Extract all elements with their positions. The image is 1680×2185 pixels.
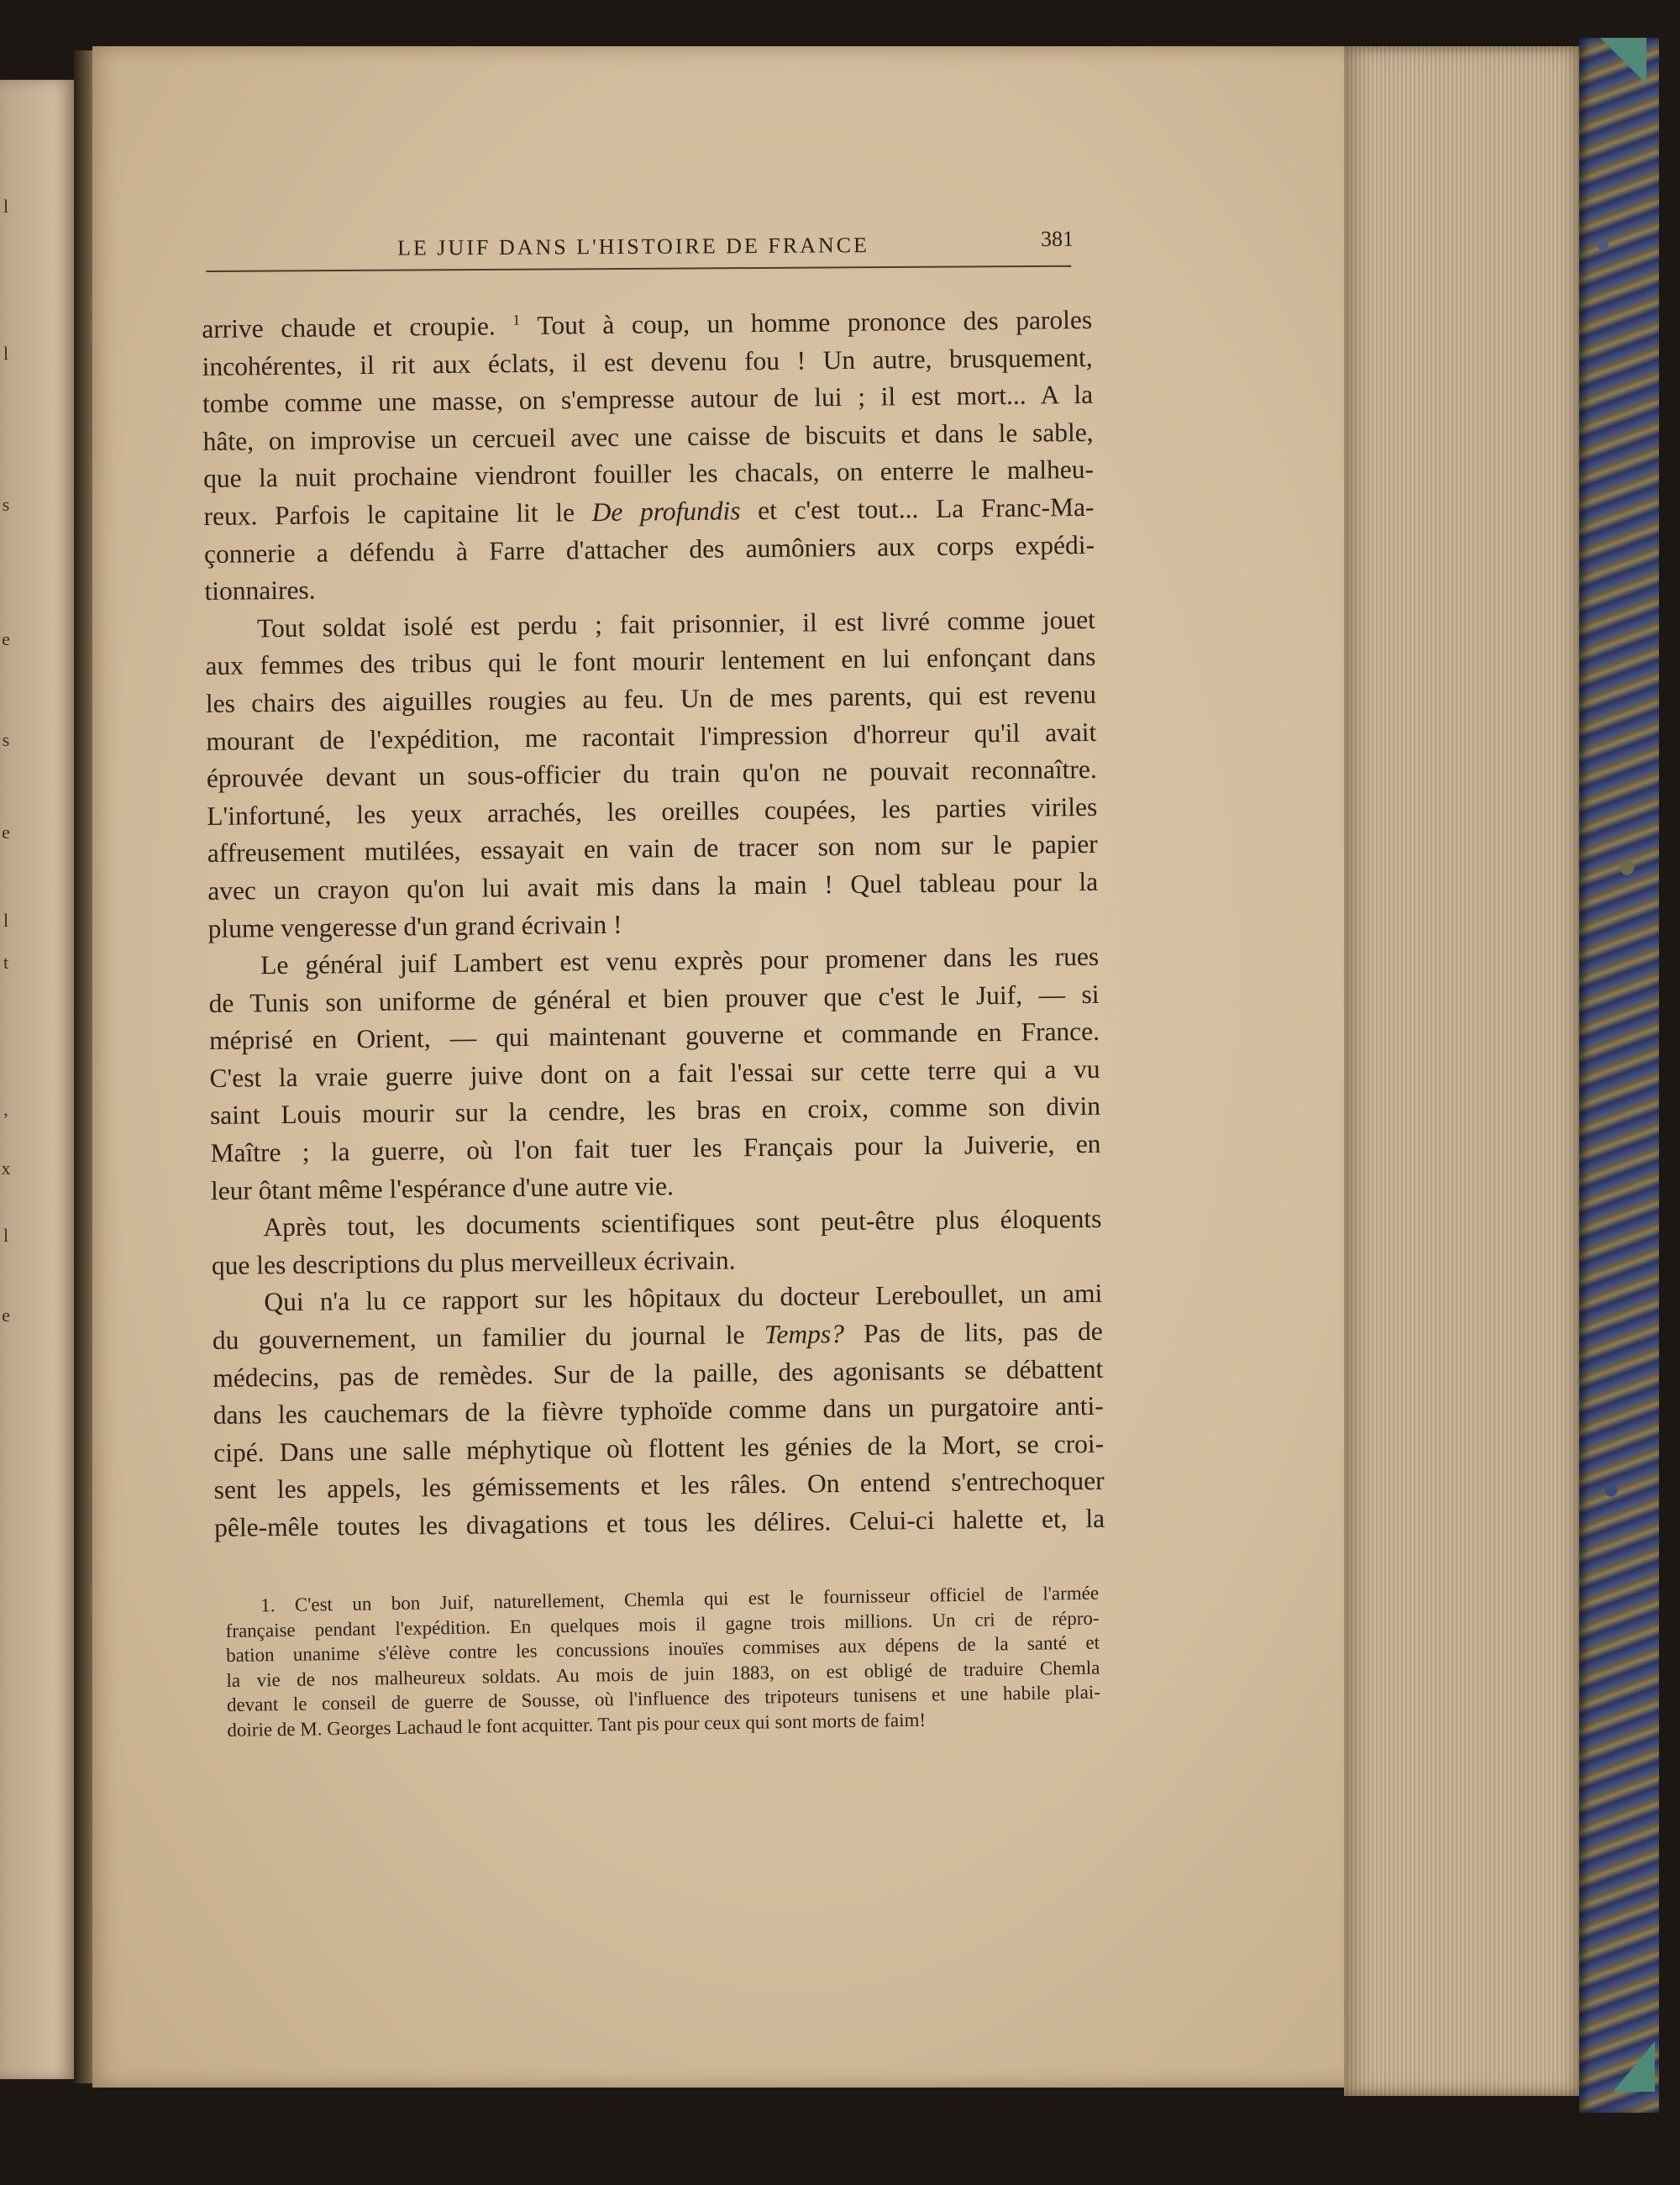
body-line-segment: Tout à coup, un homme prononce des paroles	[520, 304, 1093, 341]
body-line: Qui n'a lu ce rapport sur les hôpitaux du docteur Lereboullet, un ami	[264, 1279, 1103, 1317]
body-line: les chairs des aiguilles rougies au feu. Un de mes parents, qui est revenu	[205, 679, 1097, 718]
footnote-line: bation unanime s'élève contre les concussions inouïes commises aux dépens de la santé et	[225, 1631, 1100, 1666]
body-line: tionnaires.	[204, 575, 316, 607]
body-line: éprouvée devant un sous-officier du train qu'on ne pouvait reconnaître.	[206, 754, 1097, 794]
margin-character: e	[2, 822, 10, 843]
body-text	[202, 302, 1105, 1547]
margin-character: l	[3, 343, 9, 364]
running-head	[206, 226, 1074, 282]
body-line-segment: du gouvernement, un familier du journal le	[212, 1320, 764, 1355]
body-line: Maître ; la guerre, où l'on fait tuer les Français pour la Juiverie, en	[210, 1128, 1101, 1169]
header-rule	[206, 265, 1071, 272]
body-line: mourant de l'expédition, me racontait l'impression d'horreur qu'il avait	[206, 717, 1097, 756]
previous-page-margin-characters	[0, 80, 76, 2079]
body-line: plume vengeresse d'un grand écrivain !	[207, 909, 622, 943]
margin-character: s	[2, 729, 10, 750]
body-line-segment: reux. Parfois le capitaine lit le	[203, 497, 592, 531]
body-line: Après tout, les documents scientifiques sont peut-être plus éloquents	[263, 1204, 1102, 1242]
body-line: C'est la vraie guerre juive dont on a fait l'essai sur cette terre qui a vu	[209, 1053, 1100, 1093]
body-line: tombe comme une masse, on s'empresse autour de lui ; il est mort... A la	[202, 380, 1094, 419]
page-edges-stack	[1344, 46, 1583, 2096]
body-line: leur ôtant même l'espérance d'une autre vie.	[210, 1170, 675, 1205]
body-line: Tout soldat isolé est perdu ; fait prisonnier, il est livré comme jouet	[256, 604, 1096, 643]
body-line: de Tunis son uniforme de général et bien prouver que c'est le Juif, — si	[208, 979, 1100, 1018]
margin-character: ,	[3, 1099, 8, 1120]
body-line: que la nuit prochaine viendront fouiller les chacals, on enterre le malheu-	[202, 454, 1095, 494]
footnote-marker: 1	[512, 311, 521, 328]
page-number: 381	[1040, 226, 1074, 251]
body-line: hâte, on improvise un cercueil avec une caisse de biscuits et dans le sable,	[202, 417, 1094, 456]
running-title: LE JUIF DANS L'HISTOIRE DE FRANCE	[397, 233, 870, 260]
body-line: Le général juif Lambert est venu exprès pour promener dans les rues	[260, 941, 1100, 980]
body-line: avec un crayon qu'on lui avait mis dans la main ! Quel tableau pour la	[207, 866, 1099, 906]
body-line: sent les appels, les gémissements et les râles. On entend s'entrechoquer	[213, 1466, 1105, 1505]
italic-title: Temps?	[764, 1319, 845, 1350]
margin-character: l	[3, 196, 9, 217]
body-line: pêle-mêle toutes les divagations et tous les délires. Celui-ci halette et, la	[213, 1503, 1105, 1542]
margin-character: l	[3, 910, 9, 931]
italic-title: De profundis	[591, 496, 741, 528]
body-line: que les descriptions du plus merveilleux écrivain.	[211, 1245, 736, 1280]
body-line-segment: Pas de lits, pas de	[843, 1316, 1103, 1349]
footnote-line: devant le conseil de guerre de Sousse, où l'influence des tripoteurs tunisens et une habile plai-	[226, 1681, 1101, 1715]
body-line: dans les cauchemars de la fièvre typhoïde comme dans un purgatoire anti-	[213, 1391, 1104, 1431]
body-line: méprisé en Orient, — qui maintenant gouverne et commande en France.	[208, 1016, 1100, 1056]
footnote-line: 1. C'est un bon Juif, naturellement, Chemla qui est le fournisseur officiel de l'armée	[260, 1582, 1100, 1616]
footnote-line: la vie de nos malheureux soldats. Au mois de juin 1883, on est obligé de traduire Chemla	[226, 1657, 1100, 1691]
body-line: L'infortuné, les yeux arrachés, les oreilles coupées, les parties viriles	[207, 791, 1098, 831]
body-line: incohérentes, il rit aux éclats, il est devenu fou ! Un autre, brusquement,	[202, 342, 1093, 381]
body-line: saint Louis mourir sur la cendre, les bras en croix, comme son divin	[209, 1091, 1101, 1131]
body-line-segment: arrive chaude et croupie.	[202, 311, 513, 344]
previous-page-edge	[0, 80, 76, 2079]
body-line: médecins, pas de remèdes. Sur de la paille, des agonisants se débattent	[213, 1353, 1104, 1393]
footnote-line: doirie de M. Georges Lachaud le font acquitter. Tant pis pour ceux qui sont morts de faim!	[227, 1709, 927, 1741]
body-line-segment: et c'est tout... La Franc-Ma-	[740, 491, 1095, 526]
margin-character: t	[3, 952, 9, 973]
margin-character: e	[2, 628, 10, 649]
body-line: çonnerie a défendu à Farre d'attacher des aumôniers aux corps expédi-	[203, 529, 1095, 569]
margin-character: l	[3, 1225, 9, 1246]
margin-character: x	[1, 1158, 11, 1179]
margin-character: e	[2, 1305, 10, 1326]
body-line: cipé. Dans une salle méphytique où flottent les génies de la Mort, se croi-	[213, 1428, 1105, 1468]
footnote	[225, 1581, 1101, 1742]
marbled-cover-board	[1579, 38, 1659, 2113]
body-line: affreusement mutilées, essayait en vain de tracer son nom sur le papier	[207, 829, 1098, 869]
footnote-line: française pendant l'expédition. En quelques mois il gagne trois millions. Un cri de répro-	[225, 1607, 1100, 1641]
margin-character: s	[2, 494, 10, 515]
body-line: aux femmes des tribus qui le font mourir lentement en lui enfonçant dans	[205, 642, 1096, 681]
